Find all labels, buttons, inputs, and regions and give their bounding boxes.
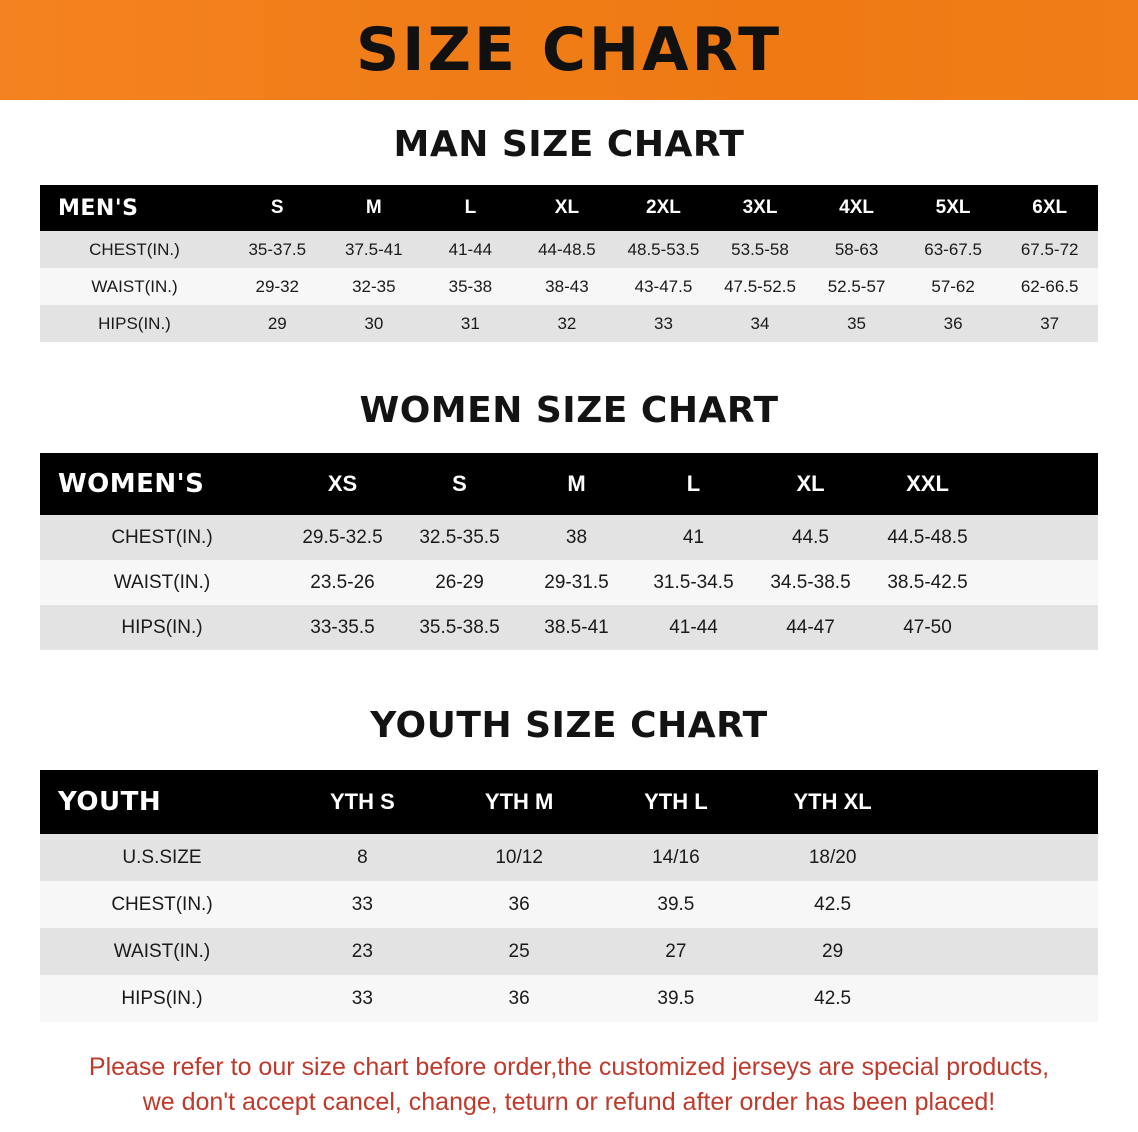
women-col-header: M bbox=[567, 471, 586, 496]
disclaimer-note bbox=[40, 1050, 1098, 1119]
man-col-header: 6XL bbox=[1032, 197, 1068, 218]
youth-size-table-wrapper bbox=[40, 770, 1098, 1022]
man-cell: 29-32 bbox=[255, 276, 300, 296]
man-col-header: 5XL bbox=[935, 197, 971, 218]
youth-cell: 33 bbox=[351, 987, 373, 1009]
man-cell: 48.5-53.5 bbox=[627, 239, 700, 259]
women-cell: 44.5-48.5 bbox=[887, 526, 968, 548]
table-row bbox=[40, 268, 1098, 305]
youth-spacer-header bbox=[911, 770, 1098, 834]
table-row bbox=[40, 231, 1098, 268]
women-col-header: XS bbox=[327, 471, 358, 496]
youth-row-label: WAIST(IN.) bbox=[113, 940, 211, 962]
page-banner bbox=[0, 0, 1138, 100]
man-row-label: WAIST(IN.) bbox=[91, 276, 178, 296]
man-cell: 36 bbox=[943, 313, 963, 333]
man-col-header: 2XL bbox=[646, 197, 681, 218]
table-header-row bbox=[40, 185, 1098, 231]
man-cell: 38-43 bbox=[545, 276, 589, 296]
table-row bbox=[40, 305, 1098, 342]
man-table-header bbox=[40, 185, 1098, 231]
youth-row-label: CHEST(IN.) bbox=[111, 893, 213, 915]
table-row bbox=[40, 834, 1098, 881]
women-cell: 34.5-38.5 bbox=[770, 571, 851, 593]
man-row-label: CHEST(IN.) bbox=[89, 239, 180, 259]
man-cell: 31 bbox=[460, 313, 480, 333]
youth-cell: 39.5 bbox=[657, 987, 695, 1009]
man-col-header: S bbox=[270, 197, 284, 218]
man-col-header: M bbox=[365, 197, 382, 218]
man-cell: 35 bbox=[847, 313, 867, 333]
man-cell: 43-47.5 bbox=[634, 276, 693, 296]
women-cell: 32.5-35.5 bbox=[419, 526, 500, 548]
table-row bbox=[40, 928, 1098, 975]
man-cell: 52.5-57 bbox=[827, 276, 886, 296]
man-cell: 58-63 bbox=[834, 239, 879, 259]
man-col-header: 4XL bbox=[839, 197, 874, 218]
women-col-header: S bbox=[452, 471, 467, 496]
youth-cell: 33 bbox=[351, 893, 373, 915]
women-cell: 44.5 bbox=[792, 526, 829, 548]
man-cell: 37.5-41 bbox=[344, 239, 403, 259]
man-cell: 35-37.5 bbox=[248, 239, 307, 259]
youth-spacer-cell bbox=[911, 881, 1098, 928]
man-cell: 30 bbox=[364, 313, 384, 333]
women-size-table bbox=[40, 453, 1098, 650]
table-row bbox=[40, 975, 1098, 1022]
page-title: SIZE CHART bbox=[355, 15, 783, 85]
table-header-row bbox=[40, 453, 1098, 515]
women-spacer-cell bbox=[986, 515, 1098, 560]
youth-col-header: YTH M bbox=[484, 789, 554, 814]
youth-cell: 42.5 bbox=[814, 893, 852, 915]
man-cell: 32 bbox=[557, 313, 577, 333]
man-size-table-wrapper bbox=[40, 185, 1098, 342]
man-section-heading: MAN SIZE CHART bbox=[393, 124, 745, 165]
women-cell: 29-31.5 bbox=[544, 571, 609, 593]
youth-spacer-cell bbox=[911, 834, 1098, 881]
women-cell: 23.5-26 bbox=[310, 571, 375, 593]
table-row bbox=[40, 605, 1098, 650]
women-row-label: WAIST(IN.) bbox=[113, 571, 211, 593]
women-corner-label: WOMEN'S bbox=[58, 469, 205, 499]
youth-cell: 42.5 bbox=[814, 987, 852, 1009]
women-cell: 38.5-42.5 bbox=[887, 571, 968, 593]
youth-col-header: YTH S bbox=[329, 789, 395, 814]
women-spacer-cell bbox=[986, 605, 1098, 650]
man-cell: 62-66.5 bbox=[1020, 276, 1079, 296]
man-cell: 35-38 bbox=[448, 276, 493, 296]
women-cell: 47-50 bbox=[903, 616, 952, 638]
man-cell: 37 bbox=[1040, 313, 1060, 333]
youth-cell: 10/12 bbox=[495, 846, 543, 868]
youth-corner-label: YOUTH bbox=[58, 787, 162, 817]
youth-row-label: U.S.SIZE bbox=[122, 846, 202, 868]
table-header-row bbox=[40, 770, 1098, 834]
youth-table-body bbox=[40, 834, 1098, 1022]
women-cell: 29.5-32.5 bbox=[302, 526, 383, 548]
women-table-body bbox=[40, 515, 1098, 650]
youth-spacer-cell bbox=[911, 975, 1098, 1022]
women-row-label: HIPS(IN.) bbox=[121, 616, 203, 638]
man-cell: 47.5-52.5 bbox=[724, 276, 796, 296]
women-cell: 35.5-38.5 bbox=[419, 616, 500, 638]
women-col-header: L bbox=[686, 471, 701, 496]
man-cell: 57-62 bbox=[931, 276, 975, 296]
man-cell: 32-35 bbox=[352, 276, 396, 296]
table-row bbox=[40, 881, 1098, 928]
women-size-table-wrapper bbox=[40, 453, 1098, 650]
women-spacer-header bbox=[986, 453, 1098, 515]
man-cell: 29 bbox=[267, 313, 287, 333]
women-cell: 41 bbox=[682, 526, 705, 548]
man-cell: 53.5-58 bbox=[731, 239, 789, 259]
youth-cell: 36 bbox=[508, 987, 530, 1009]
man-cell: 34 bbox=[750, 313, 770, 333]
women-cell: 33-35.5 bbox=[310, 616, 375, 638]
man-col-header: XL bbox=[554, 197, 580, 218]
man-cell: 63-67.5 bbox=[924, 239, 982, 259]
women-section-heading: WOMEN SIZE CHART bbox=[359, 390, 779, 431]
youth-cell: 8 bbox=[357, 846, 368, 868]
youth-table-header bbox=[40, 770, 1098, 834]
man-row-label: HIPS(IN.) bbox=[98, 313, 171, 333]
youth-cell: 29 bbox=[822, 940, 844, 962]
women-spacer-cell bbox=[986, 560, 1098, 605]
youth-cell: 36 bbox=[508, 893, 530, 915]
youth-cell: 14/16 bbox=[652, 846, 700, 868]
women-cell: 38 bbox=[565, 526, 588, 548]
women-table-header bbox=[40, 453, 1098, 515]
youth-size-table bbox=[40, 770, 1098, 1022]
women-col-header: XXL bbox=[906, 471, 949, 496]
women-cell: 31.5-34.5 bbox=[653, 571, 734, 593]
table-row bbox=[40, 515, 1098, 560]
disclaimer-line-2: we don't accept cancel, change, teturn or refund after order has been placed! bbox=[142, 1087, 996, 1116]
man-cell: 41-44 bbox=[448, 239, 493, 259]
youth-cell: 23 bbox=[351, 940, 373, 962]
man-cell: 33 bbox=[654, 313, 673, 333]
women-cell: 44-47 bbox=[786, 616, 835, 638]
youth-cell: 39.5 bbox=[657, 893, 695, 915]
youth-cell: 18/20 bbox=[808, 846, 857, 868]
youth-spacer-cell bbox=[911, 928, 1098, 975]
women-cell: 38.5-41 bbox=[544, 616, 609, 638]
youth-cell: 27 bbox=[665, 940, 687, 962]
youth-cell: 25 bbox=[508, 940, 530, 962]
disclaimer-line-1: Please refer to our size chart before order,the customized jerseys are special products, bbox=[88, 1053, 1050, 1081]
man-corner-label: MEN'S bbox=[58, 195, 139, 221]
man-table-body bbox=[40, 231, 1098, 342]
youth-col-header: YTH XL bbox=[793, 789, 872, 814]
youth-section-heading: YOUTH SIZE CHART bbox=[370, 705, 768, 746]
table-row bbox=[40, 560, 1098, 605]
man-col-header: 3XL bbox=[742, 197, 778, 218]
man-col-header: L bbox=[464, 197, 477, 218]
man-size-table bbox=[40, 185, 1098, 342]
women-cell: 26-29 bbox=[435, 571, 484, 593]
women-row-label: CHEST(IN.) bbox=[111, 526, 213, 548]
man-cell: 44-48.5 bbox=[538, 239, 596, 259]
women-col-header: XL bbox=[796, 471, 825, 496]
man-cell: 67.5-72 bbox=[1020, 239, 1079, 259]
women-cell: 41-44 bbox=[669, 616, 718, 638]
youth-col-header: YTH L bbox=[644, 789, 708, 814]
youth-row-label: HIPS(IN.) bbox=[121, 987, 203, 1009]
